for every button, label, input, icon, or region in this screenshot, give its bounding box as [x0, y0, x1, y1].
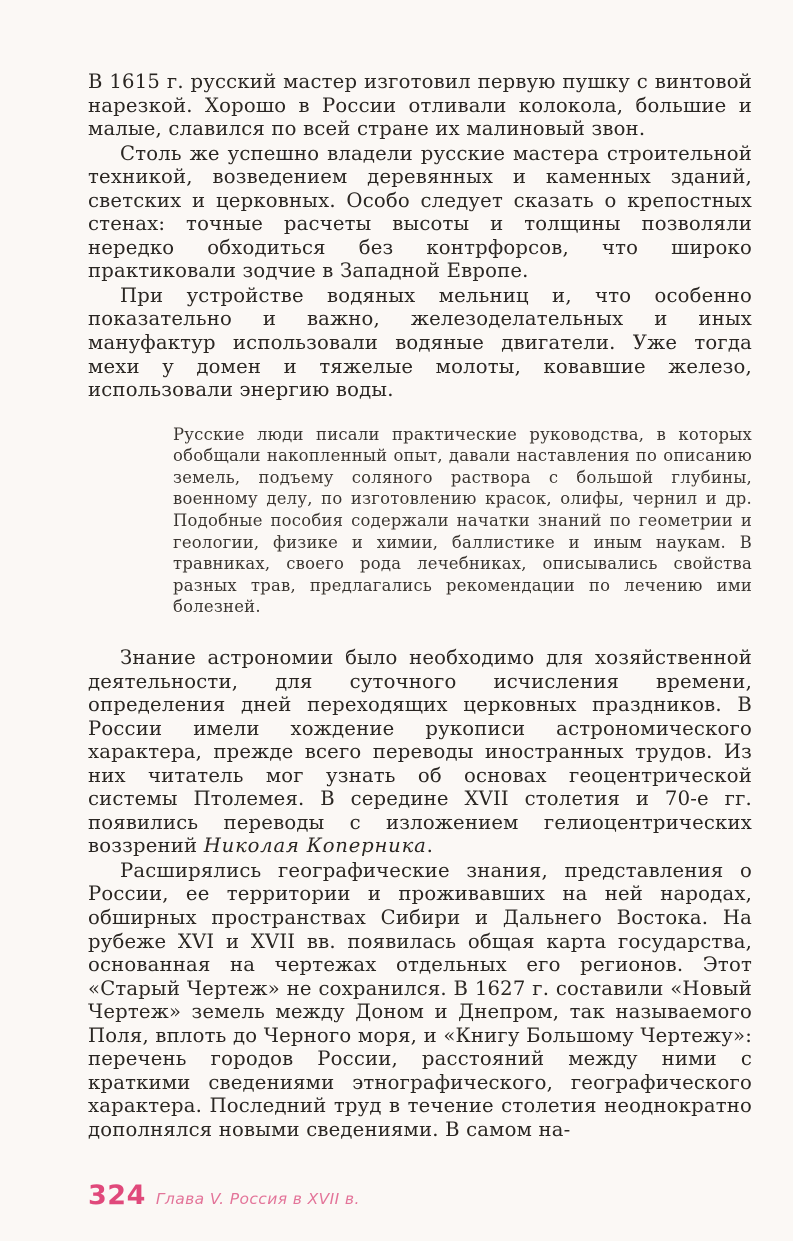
astronomy-text: Знание астрономии было необходимо для хозяйственной деятельности, для суточного исчисления времени, определения дней переходящих церковных праздников. В России имели хождение рукописи астрономического характера, прежде всего переводы иностранных трудов. Из них читатель мог узнать об основах геоцентрической системы Птолемея. В середине XVII столетия и 70-е гг. появились переводы с изложением гелиоцентрических воззрений	[88, 646, 752, 858]
chapter-title: Глава V. Россия в XVII в.	[155, 1190, 360, 1208]
paragraph-practical-manuals: Русские люди писали практические руководства, в которых обобщали накопленный опыт, давали наставления по описанию земель, подъему соляного раствора с большой глубины, военному делу, по изготовлению красок, олифы, чернил и др. Подобные пособия содержали начатки знаний по геометрии и геологии, физике и химии, баллистике и иным наукам. В травниках, своего рода лечебниках, описывались свойства разных трав, предлагались рекомендации по лечению ими болезней.	[173, 424, 752, 617]
page-number: 324	[88, 1180, 146, 1211]
paragraph-geography: Расширялись географические знания, представления о России, ее территории и проживавших на ней народах, обширных пространствах Сибири и Дальнего Востока. На рубеже XVI и XVII вв. появилась общая карта государства, основанная на чертежах отдельных его регионов. Этот «Старый Чертеж» не сохранился. В 1627 г. составили «Новый Чертеж» земель между Доном и Днепром, так называемого Поля, вплоть до Черного моря, и «Книгу Большому Чертежу»: перечень городов России, расстояний между ними с краткими сведениями этнографического, географического характера. Последний труд в течение столетия неоднократно дополнялся новыми сведениями. В самом на-	[88, 858, 752, 1141]
paragraph-construction: Столь же успешно владели русские мастера строительной техникой, возведением деревянных и каменных зданий, светских и церковных. Особо следует сказать о крепостных стенах: точные расчеты высоты и толщины позволяли нередко обходиться без контрфорсов, что широко практиковали зодчие в Западной Европе.	[88, 141, 752, 283]
astronomy-end: .	[426, 834, 433, 858]
copernicus-name: Николая Коперника	[203, 834, 427, 858]
paragraph-astronomy	[88, 646, 752, 858]
supplementary-text-block	[88, 424, 752, 618]
paragraph-water-mills: При устройстве водяных мельниц и, что особенно показательно и важно, железоделательных и иных мануфактур использовали водяные двигатели. Уже тогда мехи у домен и тяжелые молоты, ковавшие железо, использовали энергию воды.	[88, 283, 752, 402]
paragraph-gun-rifling: В 1615 г. русский мастер изготовил первую пушку с винтовой нарезкой. Хорошо в России отливали колокола, большие и малые, славился по всей стране их малиновый звон.	[88, 70, 752, 141]
page-body	[88, 70, 752, 1141]
page-footer	[88, 1180, 360, 1211]
